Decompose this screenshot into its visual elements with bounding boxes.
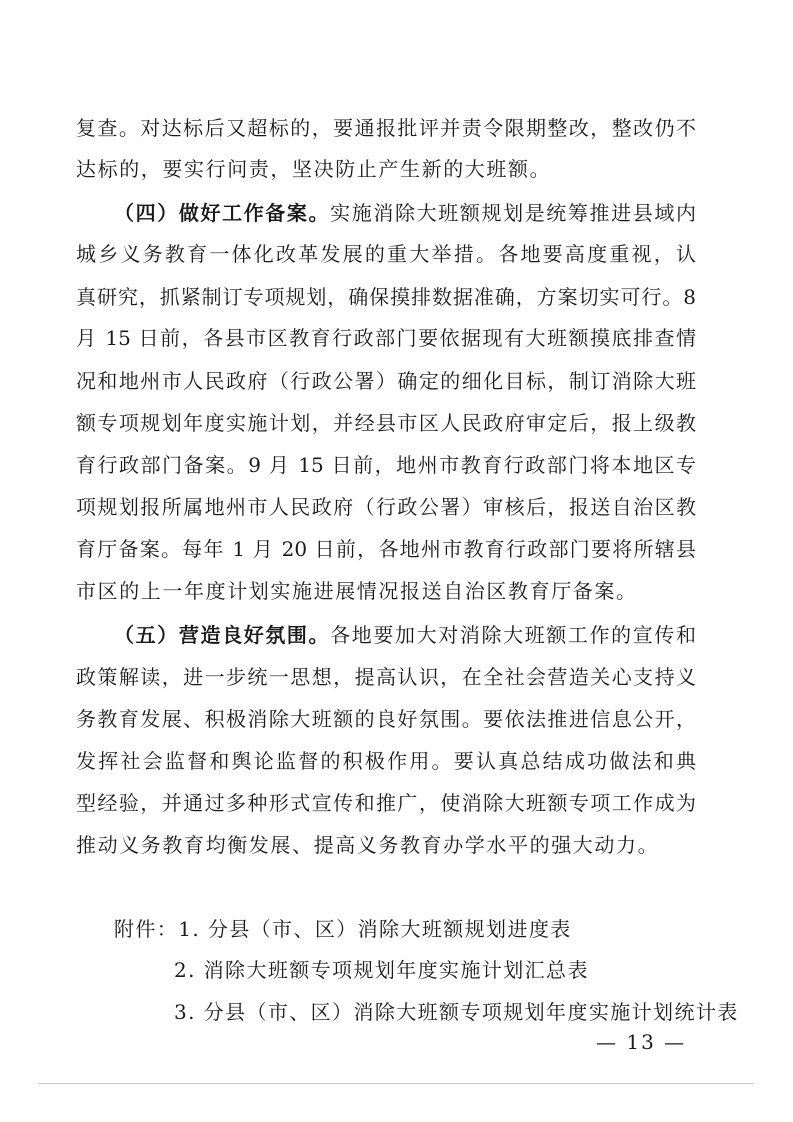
section-text: 各地要加大对消除大班额工作的宣传和 [330, 623, 697, 647]
body-line: 城乡义务教育一体化改革发展的重大举措。各地要高度重视，认 [76, 242, 696, 266]
attachment-title: 1. 分县（市、区）消除大班额规划进度表 [178, 917, 572, 941]
body-line: 育行政部门备案。9 月 15 日前，地州市教育行政部门将本地区专 [76, 453, 696, 477]
attachment-item: 3. 分县（市、区）消除大班额专项规划年度实施计划统计表 [174, 1000, 739, 1024]
page-number: — 13 — [596, 1030, 687, 1054]
attachments-label: 附件： [114, 917, 179, 941]
body-line: 育厅备案。每年 1 月 20 日前，各地州市教育行政部门要将所辖县 [76, 537, 696, 561]
attachment-item: 2. 消除大班额专项规划年度实施计划汇总表 [174, 958, 589, 982]
body-line: 推动义务教育均衡发展、提高义务教育办学水平的强大动力。 [76, 833, 660, 857]
body-line: 型经验，并通过多种形式宣传和推广，使消除大班额专项工作成为 [76, 791, 696, 815]
section-heading: （四）做好工作备案。 [114, 201, 331, 225]
body-line: 真研究，抓紧制订专项规划，确保摸排数据准确，方案切实可行。8 [76, 285, 696, 309]
body-line: 政策解读，进一步统一思想，提高认识，在全社会营造关心支持义 [76, 665, 696, 689]
body-line: 发挥社会监督和舆论监督的积极作用。要认真总结成功做法和典 [76, 749, 696, 773]
body-line: 复查。对达标后又超标的，要通报批评并责令限期整改，整改仍不 [76, 116, 696, 140]
body-line: 况和地州市人民政府（行政公署）确定的细化目标，制订消除大班 [76, 369, 696, 393]
body-line: 务教育发展、积极消除大班额的良好氛围。要依法推进信息公开， [76, 707, 696, 731]
body-line: 月 15 日前，各县市区教育行政部门要依据现有大班额摸底排查情 [76, 326, 696, 350]
section-four-line [114, 195, 696, 231]
section-text: 实施消除大班额规划是统筹推进县域内 [330, 201, 697, 225]
body-line: 额专项规划年度实施计划，并经县市区人民政府审定后，报上级教 [76, 411, 696, 435]
section-five-line [114, 617, 696, 653]
body-line: 市区的上一年度计划实施进展情况报送自治区教育厅备案。 [76, 579, 638, 603]
footer-divider [38, 1083, 754, 1084]
section-heading: （五）营造良好氛围。 [114, 623, 331, 647]
body-line: 项规划报所属地州市人民政府（行政公署）审核后，报送自治区教 [76, 495, 696, 519]
attachment-item [114, 911, 572, 947]
body-line: 达标的，要实行问责，坚决防止产生新的大班额。 [76, 157, 552, 181]
